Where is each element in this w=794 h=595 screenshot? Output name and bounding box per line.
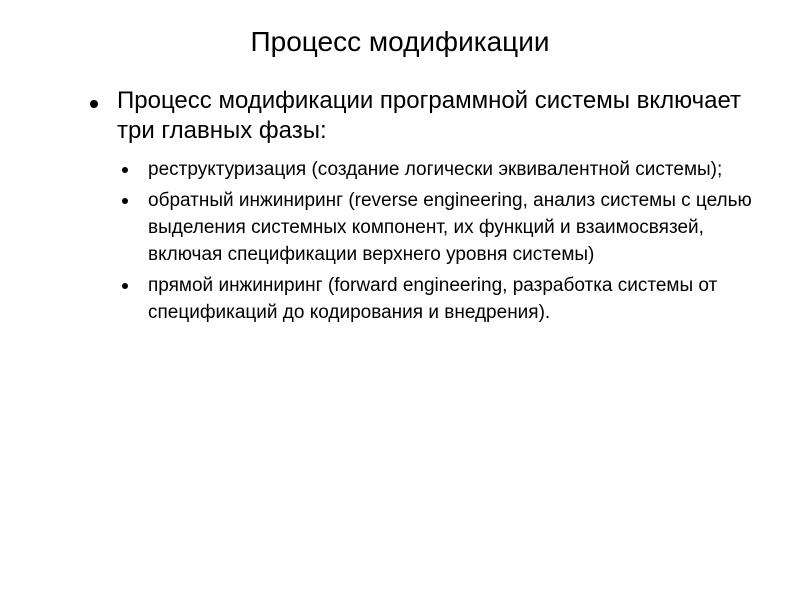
bullet-icon (90, 100, 98, 108)
phase-text: прямой инжиниринг (forward engineering, разработка системы от спецификаций до кодирования и внедрения). (148, 275, 718, 323)
main-bullet-text: Процесс модификации программной системы включает три главных фазы: (117, 87, 742, 144)
bullet-icon (122, 198, 128, 204)
phase-list (120, 156, 760, 330)
slide-title: Процесс модификации (250, 26, 550, 57)
phase-item-forward-engineering (120, 272, 760, 326)
bullet-icon (122, 283, 128, 289)
phase-item-restructuring (120, 156, 760, 183)
bullet-icon (122, 167, 128, 173)
phase-item-reverse-engineering (120, 187, 760, 268)
main-bullet-item (72, 86, 752, 146)
phase-text: обратный инжиниринг (reverse engineering, анализ системы с целью выделения системных компонент, их функций и взаимосвязей, включая спецификации верхнего уровня системы) (148, 190, 752, 265)
phase-text: реструктуризация (создание логически эквивалентной системы); (148, 159, 723, 180)
